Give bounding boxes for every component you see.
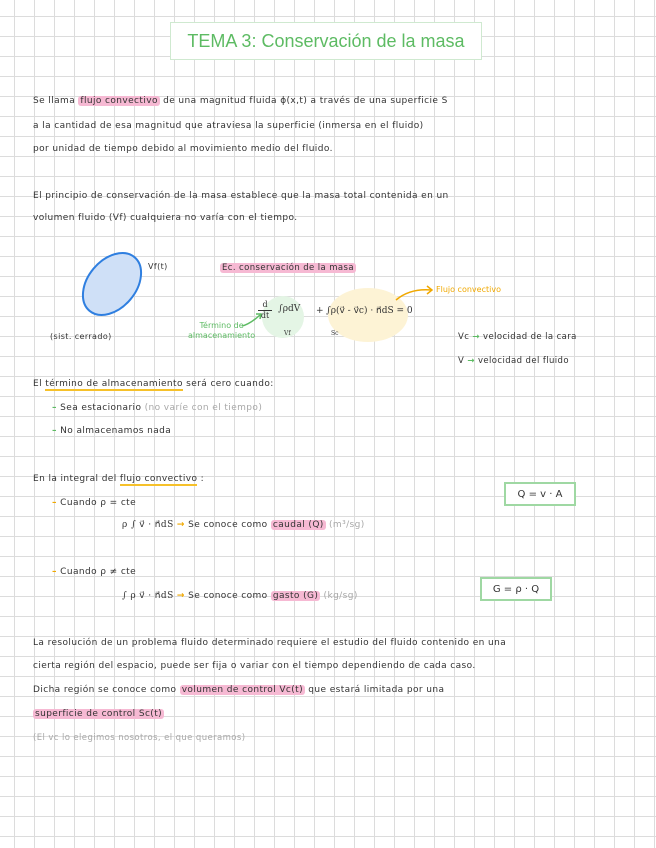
case2-text: Cuando ρ ≠ cte — [60, 567, 137, 577]
equation-title-text: Ec. conservación de la masa — [222, 263, 354, 273]
gasto-highlight: gasto (G) — [272, 591, 319, 601]
storage-term-underline: término de almacenamiento — [45, 379, 183, 389]
storage-intro-text: El — [33, 379, 42, 389]
gasto-unit: (kg/sg) — [323, 591, 358, 601]
storage-integral: ∫ρdV — [278, 304, 301, 314]
para3-text: Dicha región se conoce como — [33, 685, 177, 695]
arrow-right-icon: → — [472, 332, 480, 342]
case2-formula-line — [122, 591, 358, 601]
volume-label: Vf(t) — [148, 262, 168, 271]
arrow-storage-icon — [240, 310, 266, 330]
para3-line2: cierta región del espacio, puede ser fija o variar con el tiempo dependiendo de cada caso. — [33, 661, 476, 671]
case1-condition — [52, 498, 136, 508]
storage-zero-item1 — [52, 403, 262, 413]
flux-term-underline: flujo convectivo — [119, 474, 198, 484]
para2-line2: volumen fluido (Vf) cualquiera no varía con el tiempo. — [33, 213, 298, 223]
caudal-formula-box: Q = v · A — [504, 482, 576, 506]
para2-line1: El principio de conservación de la masa establece que la masa total contenida en un — [33, 191, 449, 201]
caudal-highlight: caudal (Q) — [272, 520, 324, 530]
dash-bullet-icon: – — [52, 426, 57, 436]
storage-label-line1: Término de — [199, 321, 244, 330]
volumen-control-highlight: volumen de control Vc(t) — [181, 685, 304, 695]
case2-formula: ∫ ρ v⃗ · n⃗dS — [122, 591, 174, 601]
para1-text: Se llama — [33, 96, 76, 106]
flux-integral-sub: Sc — [331, 330, 339, 337]
dash-bullet-icon: – — [52, 498, 57, 508]
case2-condition — [52, 567, 136, 577]
vc-legend — [458, 332, 577, 342]
case1-text: Cuando ρ = cte — [60, 498, 137, 508]
caudal-unit: (m³/sg) — [329, 520, 365, 530]
ddt-den: dt — [258, 310, 272, 321]
fluid-volume-shape — [72, 246, 152, 322]
item1-note: (no varíe con el tiempo) — [144, 403, 263, 413]
storage-zero-intro — [33, 379, 274, 389]
equation-plus: + — [316, 306, 324, 316]
gasto-formula-box: G = ρ · Q — [480, 577, 552, 601]
item2-text: No almacenamos nada — [60, 426, 172, 436]
v-legend — [458, 356, 569, 366]
vc-symbol: Vc — [458, 332, 470, 342]
para1-line1 — [33, 96, 448, 106]
storage-zero-item2 — [52, 426, 171, 436]
equation-title — [220, 263, 356, 273]
case1-description: Se conoce como — [188, 520, 268, 530]
item1-text: Sea estacionario — [60, 403, 142, 413]
para1-text: de una magnitud fluida ɸ(x,t) a través de una superficie S — [163, 96, 448, 106]
case1-formula-line — [122, 520, 365, 530]
ddt-num: d — [262, 300, 268, 309]
v-symbol: V — [458, 356, 465, 366]
title-box — [170, 22, 482, 60]
superficie-control-highlight: superficie de control Sc(t) — [35, 709, 163, 719]
para3-text: que estará limitada por una — [308, 685, 445, 695]
flux-term-label: Flujo convectivo — [436, 285, 501, 294]
system-label: (sist. cerrado) — [50, 332, 112, 341]
flux-intro-text: : — [200, 474, 205, 484]
para3-note: (El vc lo elegimos nosotros, el que queramos) — [33, 733, 246, 743]
case2-description: Se conoce como — [188, 591, 268, 601]
flux-integral: ∫ρ(v⃗ - v⃗c) · n⃗dS = 0 — [326, 306, 413, 316]
v-description: velocidad del fluido — [477, 356, 569, 366]
flux-integral-intro — [33, 474, 204, 484]
para3-line4 — [33, 709, 164, 719]
para1-line3: por unidad de tiempo debido al movimiento medio del fluido. — [33, 144, 333, 154]
storage-intro-text: será cero cuando: — [186, 379, 274, 389]
dash-bullet-icon: – — [52, 403, 57, 413]
arrow-right-icon: → — [467, 356, 475, 366]
storage-integral-sub: Vf — [284, 330, 291, 337]
page-title: TEMA 3: Conservación de la masa — [187, 30, 465, 51]
dash-bullet-icon: – — [52, 567, 57, 577]
case1-formula: ρ ∫ v⃗ · n⃗dS — [122, 520, 174, 530]
arrow-flux-icon — [394, 282, 436, 304]
flux-intro-text: En la integral del — [33, 474, 117, 484]
para1-line2: a la cantidad de esa magnitud que atraviesa la superficie (inmersa en el fluido) — [33, 121, 424, 131]
flujo-convectivo-highlight: flujo convectivo — [80, 96, 158, 106]
storage-label-line2: almacenamiento — [188, 331, 256, 340]
arrow-right-icon: → — [176, 591, 185, 601]
para3-line1: La resolución de un problema fluido determinado requiere el estudio del fluido contenido en una — [33, 638, 507, 648]
arrow-right-icon: → — [176, 520, 185, 530]
vc-description: velocidad de la cara — [483, 332, 577, 342]
para3-line3 — [33, 685, 444, 695]
